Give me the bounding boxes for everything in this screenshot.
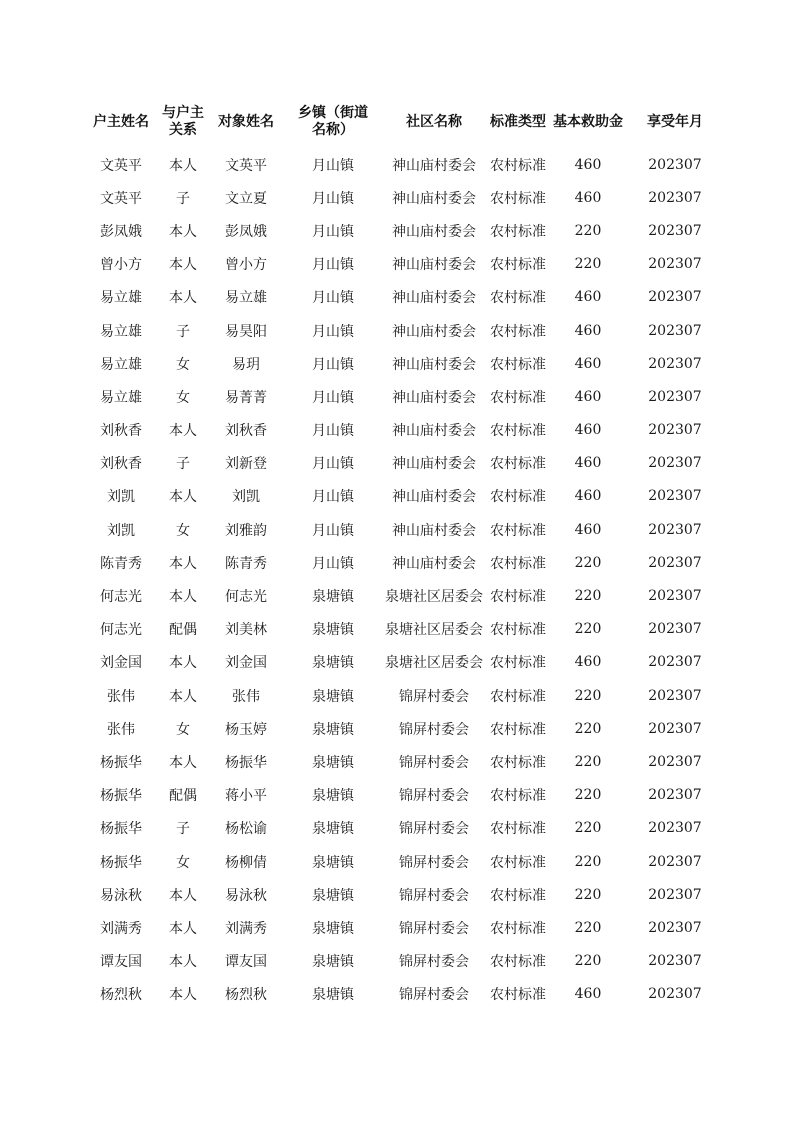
relation-cell: 配偶 [169,622,197,639]
community-cell: 神山庙村委会 [392,323,476,340]
standard-type-cell: 农村标准 [490,389,546,406]
period-cell: 202307 [648,654,702,671]
community-cell: 神山庙村委会 [392,389,476,406]
standard-type-cell: 农村标准 [490,157,546,174]
basic-relief-cell: 460 [574,488,602,505]
relation-cell: 本人 [169,290,197,307]
basic-relief-cell: 220 [574,222,602,239]
community-cell: 神山庙村委会 [392,290,476,307]
householder-name-cell: 易立雄 [100,389,142,406]
township-cell: 月山镇 [312,290,354,307]
community-cell: 锦屏村委会 [399,788,469,805]
householder-name-cell: 曾小方 [100,257,142,274]
basic-relief-cell: 220 [574,720,602,737]
township-cell: 泉塘镇 [312,854,354,871]
table-row [83,978,723,1011]
table-row [83,812,723,845]
table-row [83,314,723,347]
recipient-name-cell: 刘美林 [225,622,267,639]
period-cell: 202307 [648,189,702,206]
standard-type-cell: 农村标准 [490,655,546,672]
township-cell: 泉塘镇 [312,622,354,639]
householder-name-cell: 谭友国 [100,954,142,971]
header-recipient-name: 对象姓名 [218,113,274,130]
recipient-name-cell: 文立夏 [225,190,267,207]
relation-cell: 子 [176,190,190,207]
table-row [83,945,723,978]
period-cell: 202307 [648,289,702,306]
relation-cell: 本人 [169,157,197,174]
basic-relief-cell: 220 [574,953,602,970]
relief-roster-table [83,100,723,1011]
period-cell: 202307 [648,222,702,239]
township-cell: 泉塘镇 [312,887,354,904]
relation-cell: 女 [176,721,190,738]
standard-type-cell: 农村标准 [490,954,546,971]
recipient-name-cell: 蒋小平 [225,788,267,805]
township-cell: 月山镇 [312,555,354,572]
relation-cell: 本人 [169,555,197,572]
relation-cell: 本人 [169,987,197,1004]
recipient-name-cell: 刘满秀 [225,920,267,937]
period-cell: 202307 [648,621,702,638]
header-standard-type: 标准类型 [490,113,546,130]
township-cell: 泉塘镇 [312,589,354,606]
community-cell: 锦屏村委会 [399,920,469,937]
table-row [83,613,723,646]
township-cell: 月山镇 [312,522,354,539]
community-cell: 锦屏村委会 [399,721,469,738]
township-cell: 月山镇 [312,257,354,274]
householder-name-cell: 文英平 [100,157,142,174]
basic-relief-cell: 460 [574,289,602,306]
basic-relief-cell: 220 [574,787,602,804]
township-cell: 泉塘镇 [312,821,354,838]
township-cell: 月山镇 [312,157,354,174]
householder-name-cell: 陈青秀 [100,555,142,572]
table-row [83,214,723,247]
period-cell: 202307 [648,388,702,405]
community-cell: 泉塘社区居委会 [385,655,483,672]
relation-cell: 配偶 [169,788,197,805]
table-row [83,513,723,546]
standard-type-cell: 农村标准 [490,356,546,373]
relation-cell: 本人 [169,954,197,971]
period-cell: 202307 [648,588,702,605]
table-row [83,712,723,745]
recipient-name-cell: 刘金国 [225,655,267,672]
householder-name-cell: 易立雄 [100,290,142,307]
relation-cell: 女 [176,389,190,406]
relation-cell: 子 [176,821,190,838]
householder-name-cell: 杨烈秋 [100,987,142,1004]
community-cell: 锦屏村委会 [399,887,469,904]
township-cell: 月山镇 [312,456,354,473]
table-row [83,646,723,679]
period-cell: 202307 [648,422,702,439]
community-cell: 神山庙村委会 [392,489,476,506]
relation-cell: 本人 [169,920,197,937]
standard-type-cell: 农村标准 [490,290,546,307]
recipient-name-cell: 易昊阳 [225,323,267,340]
township-cell: 月山镇 [312,323,354,340]
header-community: 社区名称 [406,113,462,130]
recipient-name-cell: 刘秋香 [225,423,267,440]
header-township: 乡镇（街道名称） [298,105,368,138]
basic-relief-cell: 220 [574,919,602,936]
standard-type-cell: 农村标准 [490,788,546,805]
recipient-name-cell: 刘凯 [232,489,260,506]
community-cell: 神山庙村委会 [392,257,476,274]
recipient-name-cell: 杨烈秋 [225,987,267,1004]
table-row [83,679,723,712]
basic-relief-cell: 220 [574,753,602,770]
basic-relief-cell: 220 [574,687,602,704]
community-cell: 锦屏村委会 [399,688,469,705]
basic-relief-cell: 460 [574,521,602,538]
period-cell: 202307 [648,521,702,538]
basic-relief-cell: 220 [574,588,602,605]
period-cell: 202307 [648,787,702,804]
recipient-name-cell: 杨松谕 [225,821,267,838]
header-relation: 与户主关系 [162,105,204,138]
period-cell: 202307 [648,953,702,970]
standard-type-cell: 农村标准 [490,589,546,606]
community-cell: 神山庙村委会 [392,423,476,440]
community-cell: 神山庙村委会 [392,223,476,240]
recipient-name-cell: 杨柳倩 [225,854,267,871]
community-cell: 神山庙村委会 [392,555,476,572]
basic-relief-cell: 460 [574,455,602,472]
header-row [83,100,723,144]
basic-relief-cell: 460 [574,986,602,1003]
township-cell: 泉塘镇 [312,721,354,738]
basic-relief-cell: 220 [574,820,602,837]
recipient-name-cell: 易菁菁 [225,389,267,406]
table-row [83,579,723,612]
township-cell: 月山镇 [312,423,354,440]
table-row [83,281,723,314]
standard-type-cell: 农村标准 [490,423,546,440]
community-cell: 神山庙村委会 [392,190,476,207]
recipient-name-cell: 刘新登 [225,456,267,473]
township-cell: 月山镇 [312,223,354,240]
basic-relief-cell: 460 [574,322,602,339]
basic-relief-cell: 220 [574,554,602,571]
householder-name-cell: 张伟 [107,688,135,705]
community-cell: 锦屏村委会 [399,854,469,871]
recipient-name-cell: 易玥 [232,356,260,373]
householder-name-cell: 何志光 [100,622,142,639]
standard-type-cell: 农村标准 [490,456,546,473]
relation-cell: 女 [176,522,190,539]
township-cell: 泉塘镇 [312,920,354,937]
basic-relief-cell: 220 [574,621,602,638]
township-cell: 月山镇 [312,356,354,373]
standard-type-cell: 农村标准 [490,821,546,838]
householder-name-cell: 刘满秀 [100,920,142,937]
table-header [83,100,723,144]
header-period: 享受年月 [647,113,703,130]
standard-type-cell: 农村标准 [490,489,546,506]
standard-type-cell: 农村标准 [490,522,546,539]
relation-cell: 本人 [169,754,197,771]
relation-cell: 本人 [169,423,197,440]
period-cell: 202307 [648,986,702,1003]
recipient-name-cell: 易立雄 [225,290,267,307]
relation-cell: 女 [176,356,190,373]
community-cell: 神山庙村委会 [392,356,476,373]
table-body [83,144,723,1011]
community-cell: 神山庙村委会 [392,456,476,473]
householder-name-cell: 易立雄 [100,323,142,340]
table-row [83,878,723,911]
relation-cell: 本人 [169,655,197,672]
header-basic-relief: 基本救助金 [553,113,623,130]
householder-name-cell: 易泳秋 [100,887,142,904]
recipient-name-cell: 杨振华 [225,754,267,771]
period-cell: 202307 [648,488,702,505]
basic-relief-cell: 460 [574,156,602,173]
standard-type-cell: 农村标准 [490,854,546,871]
householder-name-cell: 易立雄 [100,356,142,373]
table-row [83,480,723,513]
header-householder-name: 户主姓名 [93,113,149,130]
table-row [83,347,723,380]
householder-name-cell: 刘秋香 [100,423,142,440]
basic-relief-cell: 460 [574,189,602,206]
householder-name-cell: 刘金国 [100,655,142,672]
period-cell: 202307 [648,156,702,173]
table-row [83,845,723,878]
householder-name-cell: 杨振华 [100,821,142,838]
recipient-name-cell: 何志光 [225,589,267,606]
relation-cell: 子 [176,456,190,473]
recipient-name-cell: 陈青秀 [225,555,267,572]
householder-name-cell: 杨振华 [100,854,142,871]
standard-type-cell: 农村标准 [490,688,546,705]
householder-name-cell: 刘凯 [107,489,135,506]
table-row [83,779,723,812]
standard-type-cell: 农村标准 [490,190,546,207]
standard-type-cell: 农村标准 [490,257,546,274]
relation-cell: 本人 [169,589,197,606]
period-cell: 202307 [648,322,702,339]
township-cell: 月山镇 [312,389,354,406]
period-cell: 202307 [648,687,702,704]
householder-name-cell: 刘秋香 [100,456,142,473]
householder-name-cell: 杨振华 [100,754,142,771]
table-row [83,248,723,281]
householder-name-cell: 何志光 [100,589,142,606]
township-cell: 泉塘镇 [312,954,354,971]
period-cell: 202307 [648,355,702,372]
recipient-name-cell: 张伟 [232,688,260,705]
table-row [83,447,723,480]
householder-name-cell: 张伟 [107,721,135,738]
recipient-name-cell: 曾小方 [225,257,267,274]
relation-cell: 子 [176,323,190,340]
period-cell: 202307 [648,886,702,903]
period-cell: 202307 [648,455,702,472]
township-cell: 泉塘镇 [312,754,354,771]
period-cell: 202307 [648,919,702,936]
basic-relief-cell: 220 [574,886,602,903]
period-cell: 202307 [648,753,702,770]
period-cell: 202307 [648,820,702,837]
recipient-name-cell: 杨玉婷 [225,721,267,738]
community-cell: 锦屏村委会 [399,987,469,1004]
householder-name-cell: 刘凯 [107,522,135,539]
basic-relief-cell: 220 [574,853,602,870]
basic-relief-cell: 460 [574,355,602,372]
relation-cell: 女 [176,854,190,871]
basic-relief-cell: 460 [574,654,602,671]
householder-name-cell: 文英平 [100,190,142,207]
table-row [83,911,723,944]
community-cell: 锦屏村委会 [399,821,469,838]
period-cell: 202307 [648,554,702,571]
standard-type-cell: 农村标准 [490,887,546,904]
relation-cell: 本人 [169,688,197,705]
township-cell: 泉塘镇 [312,788,354,805]
township-cell: 泉塘镇 [312,688,354,705]
community-cell: 锦屏村委会 [399,754,469,771]
standard-type-cell: 农村标准 [490,323,546,340]
table-row [83,144,723,181]
standard-type-cell: 农村标准 [490,987,546,1004]
community-cell: 神山庙村委会 [392,522,476,539]
community-cell: 神山庙村委会 [392,157,476,174]
householder-name-cell: 杨振华 [100,788,142,805]
standard-type-cell: 农村标准 [490,754,546,771]
table-row [83,745,723,778]
recipient-name-cell: 刘雅韵 [225,522,267,539]
period-cell: 202307 [648,256,702,273]
relation-cell: 本人 [169,223,197,240]
basic-relief-cell: 460 [574,422,602,439]
standard-type-cell: 农村标准 [490,622,546,639]
township-cell: 月山镇 [312,190,354,207]
table-row [83,380,723,413]
township-cell: 月山镇 [312,489,354,506]
community-cell: 泉塘社区居委会 [385,622,483,639]
recipient-name-cell: 文英平 [225,157,267,174]
recipient-name-cell: 易泳秋 [225,887,267,904]
householder-name-cell: 彭凤娥 [100,223,142,240]
table-row [83,181,723,214]
period-cell: 202307 [648,853,702,870]
standard-type-cell: 农村标准 [490,721,546,738]
recipient-name-cell: 彭凤娥 [225,223,267,240]
township-cell: 泉塘镇 [312,987,354,1004]
relation-cell: 本人 [169,257,197,274]
standard-type-cell: 农村标准 [490,555,546,572]
township-cell: 泉塘镇 [312,655,354,672]
basic-relief-cell: 460 [574,388,602,405]
standard-type-cell: 农村标准 [490,920,546,937]
relation-cell: 本人 [169,489,197,506]
community-cell: 锦屏村委会 [399,954,469,971]
relation-cell: 本人 [169,887,197,904]
period-cell: 202307 [648,720,702,737]
recipient-name-cell: 谭友国 [225,954,267,971]
table-row [83,546,723,579]
basic-relief-cell: 220 [574,256,602,273]
standard-type-cell: 农村标准 [490,223,546,240]
community-cell: 泉塘社区居委会 [385,589,483,606]
table-row [83,414,723,447]
